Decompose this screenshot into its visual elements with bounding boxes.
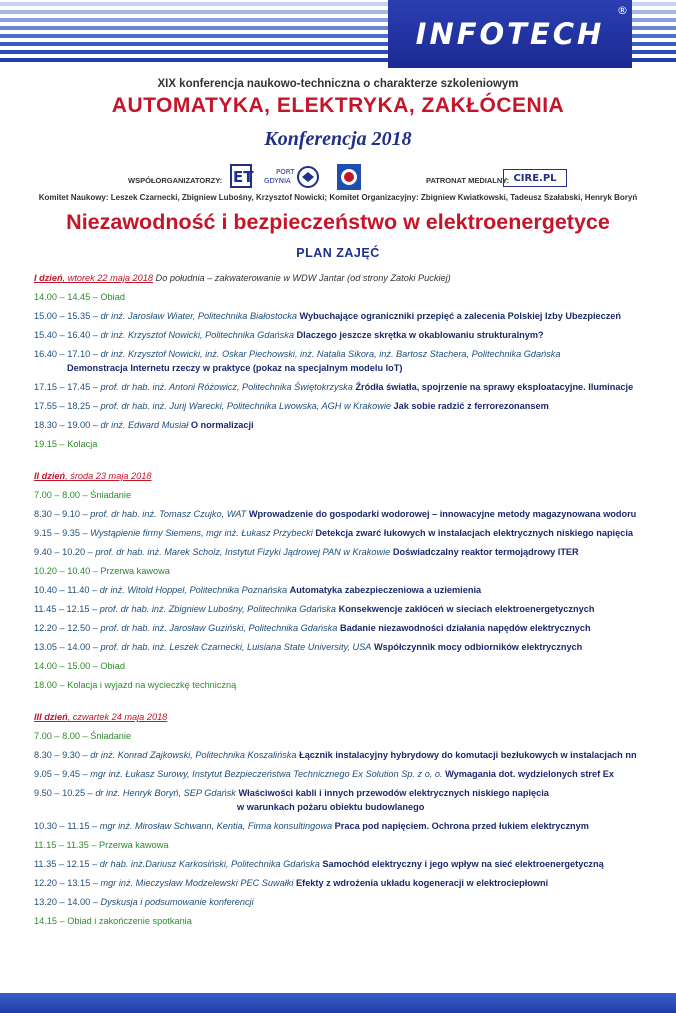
time: 13.20 – 14.00 – — [34, 897, 98, 907]
time: 16.40 – 17.10 – — [34, 349, 98, 359]
talk-title: Efekty z wdrożenia układu kogeneracji w elektrociepłowni — [296, 878, 549, 888]
day-name: I dzień — [34, 273, 63, 283]
registered-mark: ® — [617, 4, 628, 17]
schedule-row — [34, 896, 670, 908]
talk-title: Źródła światła, spojrzenie na sprawy eksploatacyjne. Iluminacje — [355, 382, 634, 392]
schedule-row — [34, 419, 670, 431]
speaker: Dyskusja i podsumowanie konferencji — [100, 897, 254, 907]
schedule-row — [34, 820, 670, 832]
break-text: 11.15 – 11.35 – Przerwa kawowa — [34, 840, 169, 850]
speaker: dr inż. Krzysztof Nowicki, Politechnika Gdańska — [100, 330, 294, 340]
speaker: dr inż. Edward Musiał — [100, 420, 189, 430]
break-text: 7.00 – 8.00 – Śniadanie — [34, 731, 132, 741]
time: 13.05 – 14.00 – — [34, 642, 98, 652]
talk-title: Konsekwencje zakłóceń w sieciach elektroenergetycznych — [338, 604, 595, 614]
talk-title: Doświadczalny reaktor termojądrowy ITER — [392, 547, 579, 557]
schedule-row — [34, 329, 670, 341]
cire-logo — [503, 169, 567, 187]
schedule-row — [34, 768, 670, 780]
schedule-row — [34, 679, 670, 691]
topic-title: Niezawodność i bezpieczeństwo w elektroenergetyce — [66, 210, 610, 234]
speaker: prof. dr hab. inż. Marek Scholz, Instytut Fizyki Jądrowej PAN w Krakowie — [95, 547, 391, 557]
time: 11.45 – 12.15 – — [34, 604, 98, 614]
day-note: Do południa – zakwaterowanie w WDW Jantar (od strony Zatoki Puckiej) — [153, 273, 451, 283]
day-date: , środa 23 maja 2018 — [65, 471, 152, 481]
speaker: prof. dr hab. inż. Leszek Czarnecki, Luisiana State University, USA — [100, 642, 372, 652]
time: 8.30 – 9.10 – — [34, 509, 88, 519]
speaker: prof. dr hab. inż. Jurij Warecki, Politechnika Lwowska, AGH w Krakowie — [100, 401, 391, 411]
speaker: mgr inż. Mirosław Schwann, Kentia, Firma konsultingowa — [99, 821, 333, 831]
time: 15.00 – 15.35 – — [34, 311, 98, 321]
time: 9.50 – 10.25 – — [34, 788, 93, 798]
break-text: 14.00 – 14.45 – Obiad — [34, 292, 125, 302]
talk-title: Badanie niezawodności działania napędów elektrycznych — [339, 623, 591, 633]
speaker: prof. dr hab. inż. Antoni Różowicz, Politechnika Świętokrzyska — [100, 382, 353, 392]
schedule-row — [34, 877, 670, 889]
time: 12.20 – 13.15 – — [34, 878, 98, 888]
port-logo-line1: PORT — [276, 168, 295, 176]
schedule-row — [34, 400, 670, 412]
schedule-row-continued — [34, 801, 670, 813]
schedule-row — [34, 839, 670, 851]
time: 8.30 – 9.30 – — [34, 750, 88, 760]
talk-title: Wprowadzenie do gospodarki wodorowej – innowacyjne metody magazynowana wodoru — [248, 509, 637, 519]
schedule-row — [34, 310, 670, 322]
infotech-logo — [388, 0, 632, 68]
break-text: 19.15 – Kolacja — [34, 439, 98, 449]
schedule-row — [34, 622, 670, 634]
schedule-row — [34, 730, 670, 742]
conference-year: Konferencja 2018 — [264, 128, 412, 150]
conference-title: AUTOMATYKA, ELEKTRYKA, ZAKŁÓCENIA — [111, 94, 565, 117]
talk-title: O normalizacji — [190, 420, 254, 430]
sep-logo — [337, 164, 361, 190]
schedule — [34, 272, 670, 934]
speaker: mgr inż. Mieczysław Modzelewski PEC Suwałki — [100, 878, 294, 888]
schedule-row — [34, 915, 670, 927]
schedule-row — [34, 584, 670, 596]
time: 15.40 – 16.40 – — [34, 330, 98, 340]
talk-title: Jak sobie radzić z ferrorezonansem — [393, 401, 549, 411]
break-text: 18.00 – Kolacja i wyjazd na wycieczkę techniczną — [34, 680, 237, 690]
time: 10.40 – 11.40 – — [34, 585, 98, 595]
plan-label: PLAN ZAJĘĆ — [296, 246, 380, 260]
day-header — [34, 470, 670, 482]
day-date: , czwartek 24 maja 2018 — [67, 712, 168, 722]
time: 11.35 – 12.15 – — [34, 859, 98, 869]
time: 10.30 – 11.15 – — [34, 821, 98, 831]
schedule-row — [34, 546, 670, 558]
speaker: dr inż. Krzysztof Nowicki, inż. Oskar Piechowski, inż. Natalia Sikora, inż. Bartosz Stachera, Politechnika Gdańska — [100, 349, 561, 359]
time: 17.55 – 18.25 – — [34, 401, 98, 411]
schedule-row — [34, 291, 670, 303]
talk-title: Wymagania dot. wydzielonych stref Ex — [445, 769, 614, 779]
speaker: prof. dr hab. inż. Jarosław Guziński, Politechnika Gdańska — [100, 623, 338, 633]
talk-title: Detekcja zwarć łukowych w instalacjach elektrycznych niskiego napięcia — [315, 528, 633, 538]
time: 18.30 – 19.00 – — [34, 420, 98, 430]
coorganizers-label: WSPÓŁORGANIZATORZY: — [128, 176, 223, 185]
time: 12.20 – 12.50 – — [34, 623, 98, 633]
schedule-row — [34, 438, 670, 450]
footer-bar — [0, 993, 676, 1013]
talk-title: Współczynnik mocy odbiorników elektrycznych — [373, 642, 583, 652]
talk-title: w warunkach pożaru obiektu budowlanego — [237, 802, 425, 812]
time: 17.15 – 17.45 – — [34, 382, 98, 392]
schedule-row — [34, 508, 670, 520]
speaker: dr inż. Konrad Zajkowski, Politechnika Koszalińska — [90, 750, 297, 760]
break-text: 14.00 – 15.00 – Obiad — [34, 661, 125, 671]
talk-title: Właściwości kabli i innych przewodów elektrycznych niskiego napięcia — [238, 788, 549, 798]
svg-text:ET: ET — [233, 168, 254, 186]
talk-title: Automatyka zabezpieczeniowa a uziemienia — [289, 585, 482, 595]
patronage-label: PATRONAT MEDIALNY: — [426, 176, 510, 185]
schedule-row — [34, 749, 670, 761]
day-date: , wtorek 22 maja 2018 — [62, 273, 153, 283]
cire-logo-text: CIRE.PL — [513, 172, 557, 184]
speaker: mgr inż. Łukasz Surowy, Instytut Bezpieczeństwa Technicznego Ex Solution Sp. z o. o. — [90, 769, 443, 779]
time: 9.05 – 9.45 – — [34, 769, 88, 779]
logo-text: INFOTECH — [415, 17, 605, 51]
day-name: III dzień — [34, 712, 68, 722]
organizers-row — [0, 162, 676, 192]
break-text: 10.20 – 10.40 – Przerwa kawowa — [34, 566, 170, 576]
day-name: II dzień — [34, 471, 66, 481]
speaker: Wystąpienie firmy Siemens, mgr inż. Łukasz Przybecki — [90, 528, 313, 538]
talk-title: Demonstracja Internetu rzeczy w praktyce (pokaz na specjalnym modelu IoT) — [67, 363, 403, 373]
time: 9.40 – 10.20 – — [34, 547, 93, 557]
speaker: dr inż. Jarosław Wiater, Politechnika Białostocka — [100, 311, 297, 321]
et-logo — [230, 164, 252, 188]
port-gdynia-logo — [262, 164, 320, 190]
talk-title: Wybuchające ograniczniki przepięć a zalecenia Polskiej Izby Ubezpieczeń — [299, 311, 622, 321]
conference-subtitle: XIX konferencja naukowo-techniczna o charakterze szkoleniowym — [157, 78, 519, 90]
speaker: prof. dr hab. inż. Zbigniew Lubośny, Politechnika Gdańska — [99, 604, 337, 614]
talk-title: Praca pod napięciem. Ochrona przed łukiem elektrycznym — [334, 821, 589, 831]
schedule-row — [34, 641, 670, 653]
schedule-row — [34, 565, 670, 577]
schedule-row — [34, 603, 670, 615]
break-text: 14.15 – Obiad i zakończenie spotkania — [34, 916, 192, 926]
speaker: prof. dr hab. inż. Tomasz Czujko, WAT — [90, 509, 247, 519]
speaker: dr hab. inż.Dariusz Karkosiński, Politechnika Gdańska — [99, 859, 320, 869]
day-header — [34, 711, 670, 723]
talk-title: Łącznik instalacyjny hybrydowy do komutacji bezłukowych w instalacjach nn — [299, 750, 637, 760]
break-text: 7.00 – 8.00 – Śniadanie — [34, 490, 132, 500]
schedule-row — [34, 381, 670, 393]
time: 9.15 – 9.35 – — [34, 528, 88, 538]
schedule-row — [34, 858, 670, 870]
talk-title: Samochód elektryczny i jego wpływ na sieć elektroenergetyczną — [322, 859, 604, 869]
talk-title: Dlaczego jeszcze skrętka w okablowaniu strukturalnym? — [296, 330, 544, 340]
schedule-row — [34, 660, 670, 672]
speaker: dr inż. Henryk Boryń, SEP Gdańsk — [95, 788, 236, 798]
schedule-row — [34, 489, 670, 501]
schedule-row — [34, 787, 670, 799]
port-logo-line2: GDYNIA — [264, 177, 291, 185]
speaker: dr inż. Witold Hoppel, Politechnika Poznańska — [99, 585, 288, 595]
schedule-row-continued — [34, 362, 670, 374]
committee-line: Komitet Naukowy: Leszek Czarnecki, Zbigniew Lubośny, Krzysztof Nowicki; Komitet Organizacyjny: Zbigniew Kwiatkowski, Tadeusz Szałabski, Henryk Boryń — [38, 193, 638, 202]
schedule-row — [34, 527, 670, 539]
day-header — [34, 272, 670, 284]
schedule-row — [34, 348, 670, 360]
